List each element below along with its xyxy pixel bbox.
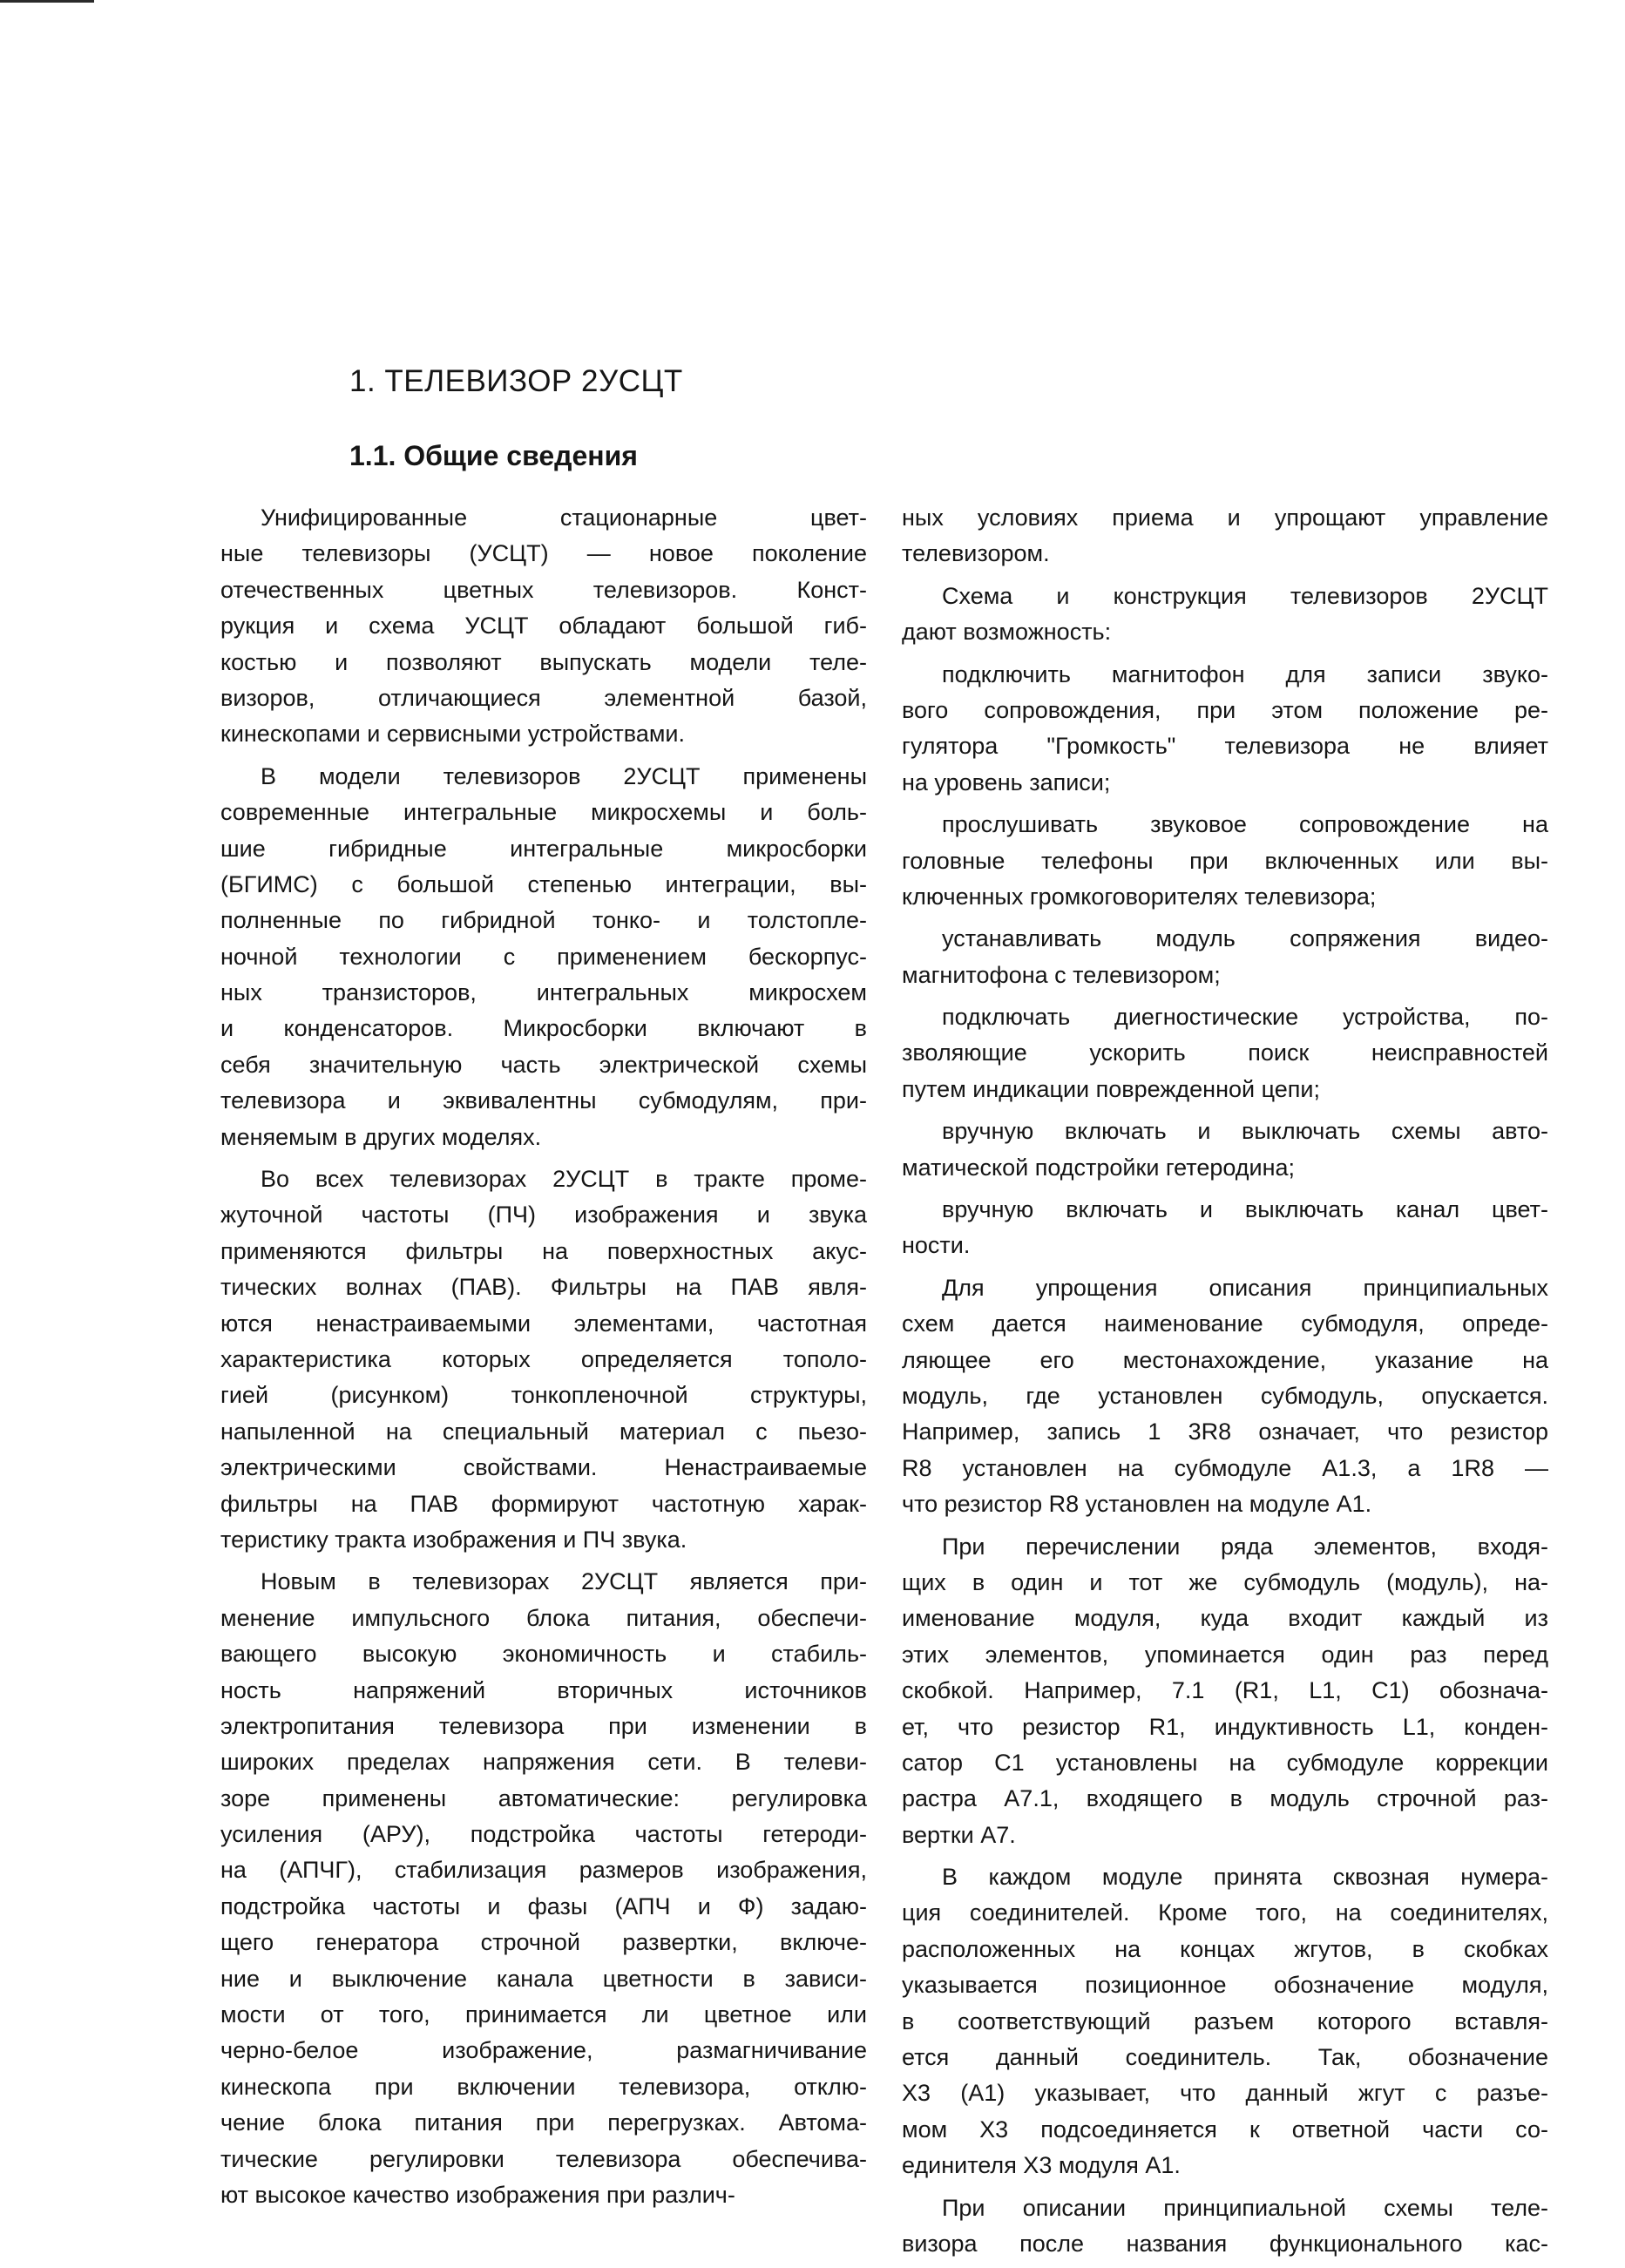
text-line: вающего высокую экономичность и стабиль-	[220, 1641, 867, 1668]
right-paragraph	[902, 1859, 1548, 2184]
text-line: электропитания телевизора при изменении в	[220, 1712, 867, 1739]
text-line: мости от того, принимается ли цветное или	[220, 2001, 867, 2028]
text-line: (БГИМС) с большой степенью интеграции, вы-	[220, 870, 867, 897]
text-line: широких пределах напряжения сети. В телеви-	[220, 1749, 867, 1776]
text-line: отечественных цветных телевизоров. Конст-	[220, 576, 867, 603]
right-paragraph	[902, 579, 1548, 651]
text-line: В модели телевизоров 2УСЦТ применены	[261, 762, 867, 789]
text-line: сатор С1 установлены на субмодуле коррекции	[902, 1749, 1548, 1776]
text-line: усиления (АРУ), подстройка частоты гетероди-	[220, 1821, 867, 1848]
text-line: в соответствующий разъем которого вставля-	[902, 2007, 1548, 2034]
text-line: применяются фильтры на поверхностных акус-	[220, 1237, 867, 1264]
text-line: тические регулировки телевизора обеспечива-	[220, 2145, 867, 2172]
text-line: ные телевизоры (УСЦТ) — новое поколение	[220, 540, 867, 567]
text-line: меняемым в других моделях.	[220, 1123, 542, 1150]
text-line: электрическими свойствами. Ненастраиваемые	[220, 1454, 867, 1481]
text-line: подстройка частоты и фазы (АПЧ и Ф) задаю-	[220, 1892, 867, 1919]
left-paragraph	[220, 500, 867, 753]
text-line: себя значительную часть электрической схемы	[220, 1051, 867, 1078]
text-line: R8 установлен на субмодуле А1.3, а 1R8 —	[902, 1454, 1548, 1481]
left-paragraph	[220, 1161, 867, 1558]
text-line: зоре применены автоматические: регулировка	[220, 1784, 867, 1811]
text-line: ция соединителей. Кроме того, на соединителях,	[902, 1899, 1548, 1926]
text-line: Новым в телевизорах 2УСЦТ является при-	[261, 1568, 867, 1595]
text-line: зволяющие ускорить поиск неисправностей	[902, 1039, 1548, 1066]
right-paragraph	[902, 999, 1548, 1107]
text-line: что резистор R8 установлен на модуле А1.	[902, 1491, 1372, 1518]
text-line: ности.	[902, 1232, 971, 1259]
text-line: костью и позволяют выпускать модели теле-	[220, 648, 867, 675]
text-line: расположенных на концах жгутов, в скобках	[902, 1935, 1548, 1962]
text-line: кинескопа при включении телевизора, отклю-	[220, 2073, 867, 2100]
text-line: В каждом модуле принята сквозная нумера-	[942, 1864, 1548, 1891]
text-line: черно-белое изображение, размагничивание	[220, 2037, 867, 2064]
right-paragraph	[902, 500, 1548, 572]
text-line: Для упрощения описания принципиальных	[942, 1274, 1548, 1301]
text-line: шие гибридные интегральные микросборки	[220, 835, 867, 862]
text-line: ние и выключение канала цветности в зависи-	[220, 1965, 867, 1992]
chapter-title: 1. ТЕЛЕВИЗОР 2УСЦТ	[349, 364, 683, 398]
text-line: кинескопами и сервисными устройствами.	[220, 721, 685, 748]
text-line: фильтры на ПАВ формируют частотную харак-	[220, 1490, 867, 1517]
text-line: гулятора "Громкость" телевизора не влияет	[902, 733, 1548, 760]
left-paragraph	[220, 1564, 867, 2213]
right-paragraph	[902, 657, 1548, 802]
text-line: При перечислении ряда элементов, входя-	[942, 1533, 1548, 1560]
text-line: ются ненастраиваемыми элементами, частотная	[220, 1310, 867, 1337]
text-line: на уровень записи;	[902, 768, 1111, 795]
right-text-column	[902, 500, 1548, 2268]
text-line: ют высокое качество изображения при различ-	[220, 2181, 735, 2208]
right-paragraph	[902, 1529, 1548, 1854]
scan-corner-mark	[0, 0, 94, 3]
left-paragraph	[220, 759, 867, 1155]
text-line: Унифицированные стационарные цвет-	[261, 504, 867, 531]
text-line: При описании принципиальной схемы теле-	[942, 2194, 1548, 2221]
text-line: ключенных громкоговорителях телевизора;	[902, 883, 1377, 910]
text-line: вручную включать и выключать канал цвет-	[942, 1196, 1548, 1223]
text-line: Например, запись 1 3R8 означает, что резистор	[902, 1418, 1548, 1445]
text-line: теристику тракта изображения и ПЧ звука.	[220, 1526, 687, 1553]
text-line: вертки А7.	[902, 1821, 1016, 1848]
left-text-column	[220, 500, 867, 2219]
text-line: этих элементов, упоминается один раз перед	[902, 1641, 1548, 1668]
text-line: Х3 (А1) указывает, что данный жгут с разъе-	[902, 2080, 1548, 2107]
text-line: головные телефоны при включенных или вы-	[902, 847, 1548, 874]
text-line: рукция и схема УСЦТ обладают большой гиб-	[220, 613, 867, 640]
text-line: подключить магнитофон для записи звуко-	[942, 660, 1548, 687]
text-line: ность напряжений вторичных источников	[220, 1676, 867, 1703]
right-paragraph	[902, 2190, 1548, 2263]
text-line: единителя Х3 модуля А1.	[902, 2152, 1181, 2179]
text-line: современные интегральные микросхемы и боль-	[220, 799, 867, 826]
text-line: указывается позиционное обозначение модуля,	[902, 1972, 1548, 1999]
text-line: ет, что резистор R1, индуктивность L1, конден-	[902, 1713, 1548, 1740]
text-line: магнитофона с телевизором;	[902, 961, 1221, 988]
text-line: растра А7.1, входящего в модуль строчной раз-	[902, 1785, 1548, 1812]
text-line: именование модуля, куда входит каждый из	[902, 1605, 1548, 1632]
section-title: 1.1. Общие сведения	[349, 440, 638, 471]
text-line: телевизором.	[902, 540, 1050, 567]
text-line: скобкой. Например, 7.1 (R1, L1, C1) обознача-	[902, 1677, 1548, 1704]
text-line: на (АПЧГ), стабилизация размеров изображения,	[220, 1857, 867, 1884]
text-line: матической подстройки гетеродина;	[902, 1154, 1296, 1181]
text-line: чение блока питания при перегрузках. Автома-	[220, 2109, 867, 2136]
text-line: дают возможность:	[902, 619, 1112, 646]
text-line: ляющее его местонахождение, указание на	[902, 1346, 1548, 1373]
right-paragraph	[902, 807, 1548, 915]
text-line: подключать диегностические устройства, по-	[942, 1004, 1548, 1031]
text-line: визоров, отличающиеся элементной базой,	[220, 684, 867, 711]
right-paragraph	[902, 1192, 1548, 1264]
text-line: вручную включать и выключать схемы авто-	[942, 1118, 1548, 1145]
text-line: напыленной на специальный материал с пьезо-	[220, 1418, 867, 1445]
text-line: ных транзисторов, интегральных микросхем	[220, 979, 867, 1006]
text-line: схем дается наименование субмодуля, опреде-	[902, 1310, 1548, 1337]
text-line: вого сопровождения, при этом положение ре-	[902, 696, 1548, 723]
text-line: и конденсаторов. Микросборки включают в	[220, 1015, 867, 1042]
right-paragraph	[902, 921, 1548, 993]
text-line: мом Х3 подсоединяется к ответной части со-	[902, 2116, 1548, 2143]
text-line: полненные по гибридной тонко- и толстопле-	[220, 907, 867, 934]
text-line: жуточной частоты (ПЧ) изображения и звука	[220, 1202, 867, 1229]
text-line: характеристика которых определяется тополо-	[220, 1345, 867, 1372]
text-line: Во всех телевизорах 2УСЦТ в тракте проме-	[261, 1166, 867, 1193]
text-line: гией (рисунком) тонкопленочной структуры,	[220, 1382, 867, 1409]
text-line: ных условиях приема и упрощают управление	[902, 504, 1548, 531]
right-paragraph	[902, 1270, 1548, 1523]
text-line: щих в один и тот же субмодуль (модуль), на-	[902, 1568, 1548, 1595]
text-line: ется данный соединитель. Так, обозначение	[902, 2044, 1548, 2071]
text-line: тических волнах (ПАВ). Фильтры на ПАВ явля-	[220, 1274, 867, 1301]
text-line: модуль, где установлен субмодуль, опускается.	[902, 1382, 1548, 1409]
text-line: телевизора и эквивалентны субмодулям, при-	[220, 1087, 867, 1114]
text-line: визора после названия функционального кас-	[902, 2230, 1548, 2257]
text-line: Схема и конструкция телевизоров 2УСЦТ	[942, 582, 1548, 609]
text-line: ночной технологии с применением бескорпус-	[220, 943, 867, 970]
text-line: путем индикации поврежденной цепи;	[902, 1075, 1320, 1102]
text-line: прослушивать звуковое сопровождение на	[942, 811, 1548, 838]
right-paragraph	[902, 1114, 1548, 1186]
text-line: менение импульсного блока питания, обеспечи-	[220, 1604, 867, 1631]
text-line: устанавливать модуль сопряжения видео-	[942, 925, 1548, 952]
text-line: щего генератора строчной развертки, включе-	[220, 1929, 867, 1956]
